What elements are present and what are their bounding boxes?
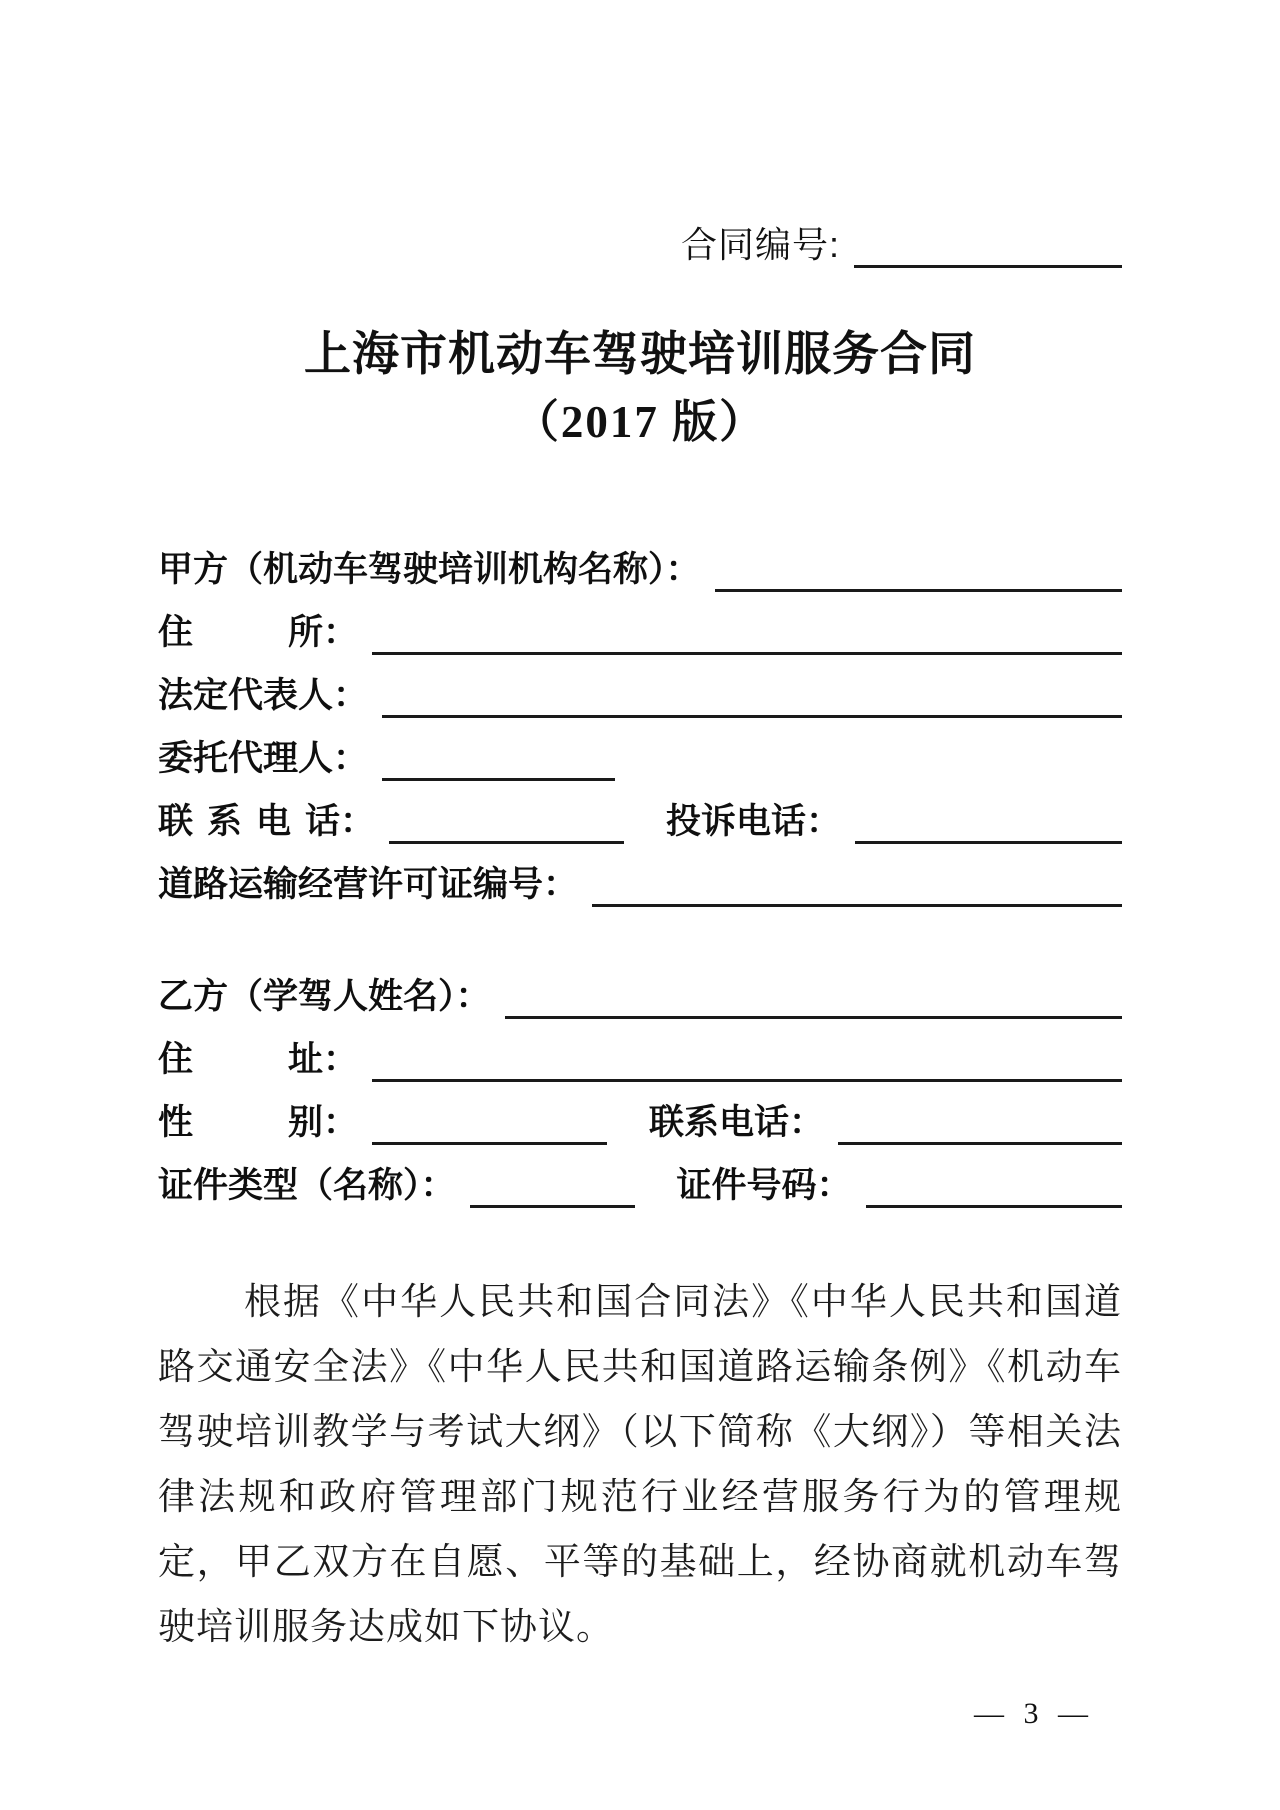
id-type-field bbox=[470, 1159, 635, 1208]
address-char-1: 住 bbox=[158, 1040, 194, 1079]
title-block bbox=[158, 326, 1122, 450]
id-no-label: 证件号码： bbox=[676, 1166, 852, 1205]
address-char-2: 址 bbox=[287, 1040, 323, 1079]
agent-field bbox=[382, 732, 615, 781]
address-char-1: 住 bbox=[158, 613, 194, 652]
party-b-name-label: 乙方（学驾人姓名）： bbox=[158, 977, 491, 1016]
agent-label: 委托代理人： bbox=[158, 739, 369, 778]
document-subtitle: （2017 版） bbox=[513, 397, 767, 447]
complaint-phone-label: 投诉电话： bbox=[666, 802, 842, 841]
party-a-address-label bbox=[158, 605, 323, 655]
party-a-address-field bbox=[372, 606, 1122, 655]
party-b-address-field bbox=[372, 1033, 1122, 1082]
gender-field bbox=[372, 1096, 607, 1145]
id-row bbox=[158, 1162, 1122, 1208]
phone-char-4: 话 bbox=[304, 802, 340, 841]
legal-rep-field bbox=[382, 669, 1122, 718]
license-field bbox=[592, 858, 1122, 907]
license-row bbox=[158, 861, 1122, 907]
phone-char-3: 电 bbox=[255, 802, 291, 841]
gender-char-2: 别 bbox=[287, 1103, 323, 1142]
gender-colon: ： bbox=[323, 1103, 359, 1142]
party-b-address-label bbox=[158, 1032, 323, 1082]
party-b-section bbox=[158, 973, 1122, 1208]
contact-phone-field bbox=[389, 795, 624, 844]
id-type-label: 证件类型（名称）： bbox=[158, 1166, 456, 1205]
party-a-name-row bbox=[158, 546, 1122, 592]
party-a-name-field bbox=[715, 543, 1122, 592]
contract-number-label: 合同编号: bbox=[680, 224, 840, 265]
party-b-name-field bbox=[505, 970, 1122, 1019]
complaint-phone-field bbox=[855, 795, 1122, 844]
footer-row bbox=[158, 1697, 1122, 1731]
party-a-address-row bbox=[158, 609, 1122, 655]
party-a-section bbox=[158, 546, 1122, 907]
license-label: 道路运输经营许可证编号： bbox=[158, 865, 579, 904]
gender-char-1: 性 bbox=[158, 1103, 194, 1142]
legal-rep-label: 法定代表人： bbox=[158, 676, 369, 715]
contact-phone-colon: ： bbox=[340, 802, 376, 841]
id-no-field bbox=[866, 1159, 1122, 1208]
party-b-phone-label: 联系电话： bbox=[649, 1103, 825, 1142]
gender-phone-row bbox=[158, 1099, 1122, 1145]
party-a-address-colon: ： bbox=[323, 613, 359, 652]
gender-label bbox=[158, 1095, 323, 1145]
document-title: 上海市机动车驾驶培训服务合同 bbox=[304, 329, 976, 381]
legal-rep-row bbox=[158, 672, 1122, 718]
contact-phone-label bbox=[158, 794, 340, 844]
party-b-address-row bbox=[158, 1036, 1122, 1082]
phone-char-2: 系 bbox=[206, 802, 242, 841]
preamble-paragraph: 根据《中华人民共和国合同法》《中华人民共和国道路交通安全法》《中华人民共和国道路运输条例》《机动车驾驶培训教学与考试大纲》（以下简称《大纲》）等相关法律法规和政府管理部门规范行业经营服务行为的管理规定，甲乙双方在自愿、平等的基础上，经协商就机动车驾驶培训服务达成如下协议。 bbox=[158, 1282, 1122, 1648]
page-number: — 3 — bbox=[974, 1697, 1094, 1730]
party-b-phone-field bbox=[838, 1096, 1122, 1145]
agent-row bbox=[158, 735, 1122, 781]
phone-char-1: 联 bbox=[158, 802, 194, 841]
address-char-2: 所 bbox=[287, 613, 323, 652]
party-b-address-colon: ： bbox=[323, 1040, 359, 1079]
contract-number-field bbox=[854, 219, 1122, 268]
phones-row bbox=[158, 798, 1122, 844]
party-b-name-row bbox=[158, 973, 1122, 1019]
party-a-name-label: 甲方（机动车驾驶培训机构名称）： bbox=[158, 550, 701, 589]
contract-number-row bbox=[158, 222, 1122, 268]
